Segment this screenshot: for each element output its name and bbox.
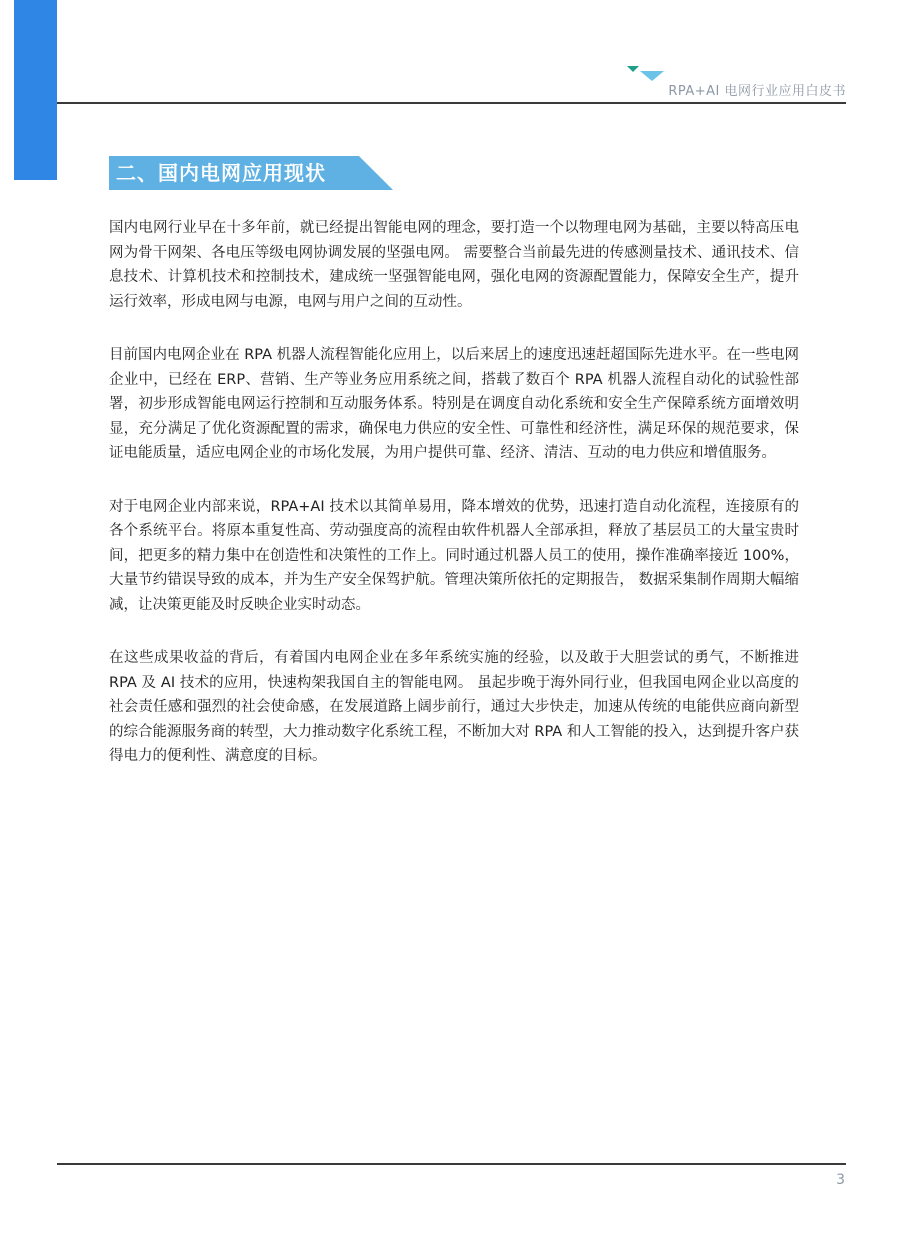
paragraph-3: 对于电网企业内部来说，RPA+AI 技术以其简单易用，降本增效的优势，迅速打造自动化流程，连接原有的各个系统平台。将原本重复性高、劳动强度高的流程由软件机器人全部承担，释放了基层员工的大量宝贵时间，把更多的精力集中在创造性和决策性的工作上。同时通过机器人员工的使用，操作准确率接近 100%， 大量节约错误导致的成本，并为生产安全保驾护航。管理决策所依托的定期报告， 数据采集制作周期大幅缩减，让决策更能及时反映企业实时动态。 [109, 498, 799, 613]
body-text [109, 216, 799, 798]
footer-divider [57, 1163, 846, 1165]
header-divider [57, 102, 846, 104]
paragraph-2: 目前国内电网企业在 RPA 机器人流程智能化应用上，以后来居上的速度迅速赶超国际先进水平。在一些电网企业中，已经在 ERP、营销、生产等业务应用系统之间，搭载了数百个 RPA 机器人流程自动化的试验性部署，初步形成智能电网运行控制和互动服务体系。特别是在调度自动化系统和安全生产保障系统方面增效明显，充分满足了优化资源配置的需求，确保电力供应的安全性、可靠性和经济性，满足环保的规范要求，保证电能质量，适应电网企业的市场化发展，为用户提供可靠、经济、清洁、互动的电力供应和增值服务。 [109, 347, 799, 461]
document-header-title: RPA+AI 电网行业应用白皮书 [668, 84, 846, 99]
paragraph-4: 在这些成果收益的背后，有着国内电网企业在多年系统实施的经验，以及敢于大胆尝试的勇气，不断推进 RPA 及 AI 技术的应用，快速构架我国自主的智能电网。 虽起步晚于海外同行业，但我国电网企业以高度的社会责任感和强烈的社会使命感，在发展道路上阔步前行，通过大步快走，加速从传统的电能供应商向新型的综合能源服务商的转型，大力推动数字化系统工程，不断加大对 RPA 和人工智能的投入，达到提升客户获得电力的便利性、满意度的目标。 [109, 650, 799, 764]
page-number: 3 [836, 1172, 845, 1188]
left-accent-bar [14, 0, 57, 180]
section-title: 二、国内电网应用现状 [116, 161, 326, 185]
paragraph-1: 国内电网行业早在十多年前，就已经提出智能电网的理念，要打造一个以物理电网为基础，主要以特高压电网为骨干网架、各电压等级电网协调发展的坚强电网。 需要整合当前最先进的传感测量技术、通讯技术、信息技术、计算机技术和控制技术，建成统一坚强智能电网，强化电网的资源配置能力，保障安全生产，提升运行效率，形成电网与电源，电网与用户之间的互动性。 [109, 220, 799, 310]
double-chevron-logo-icon [624, 62, 668, 84]
